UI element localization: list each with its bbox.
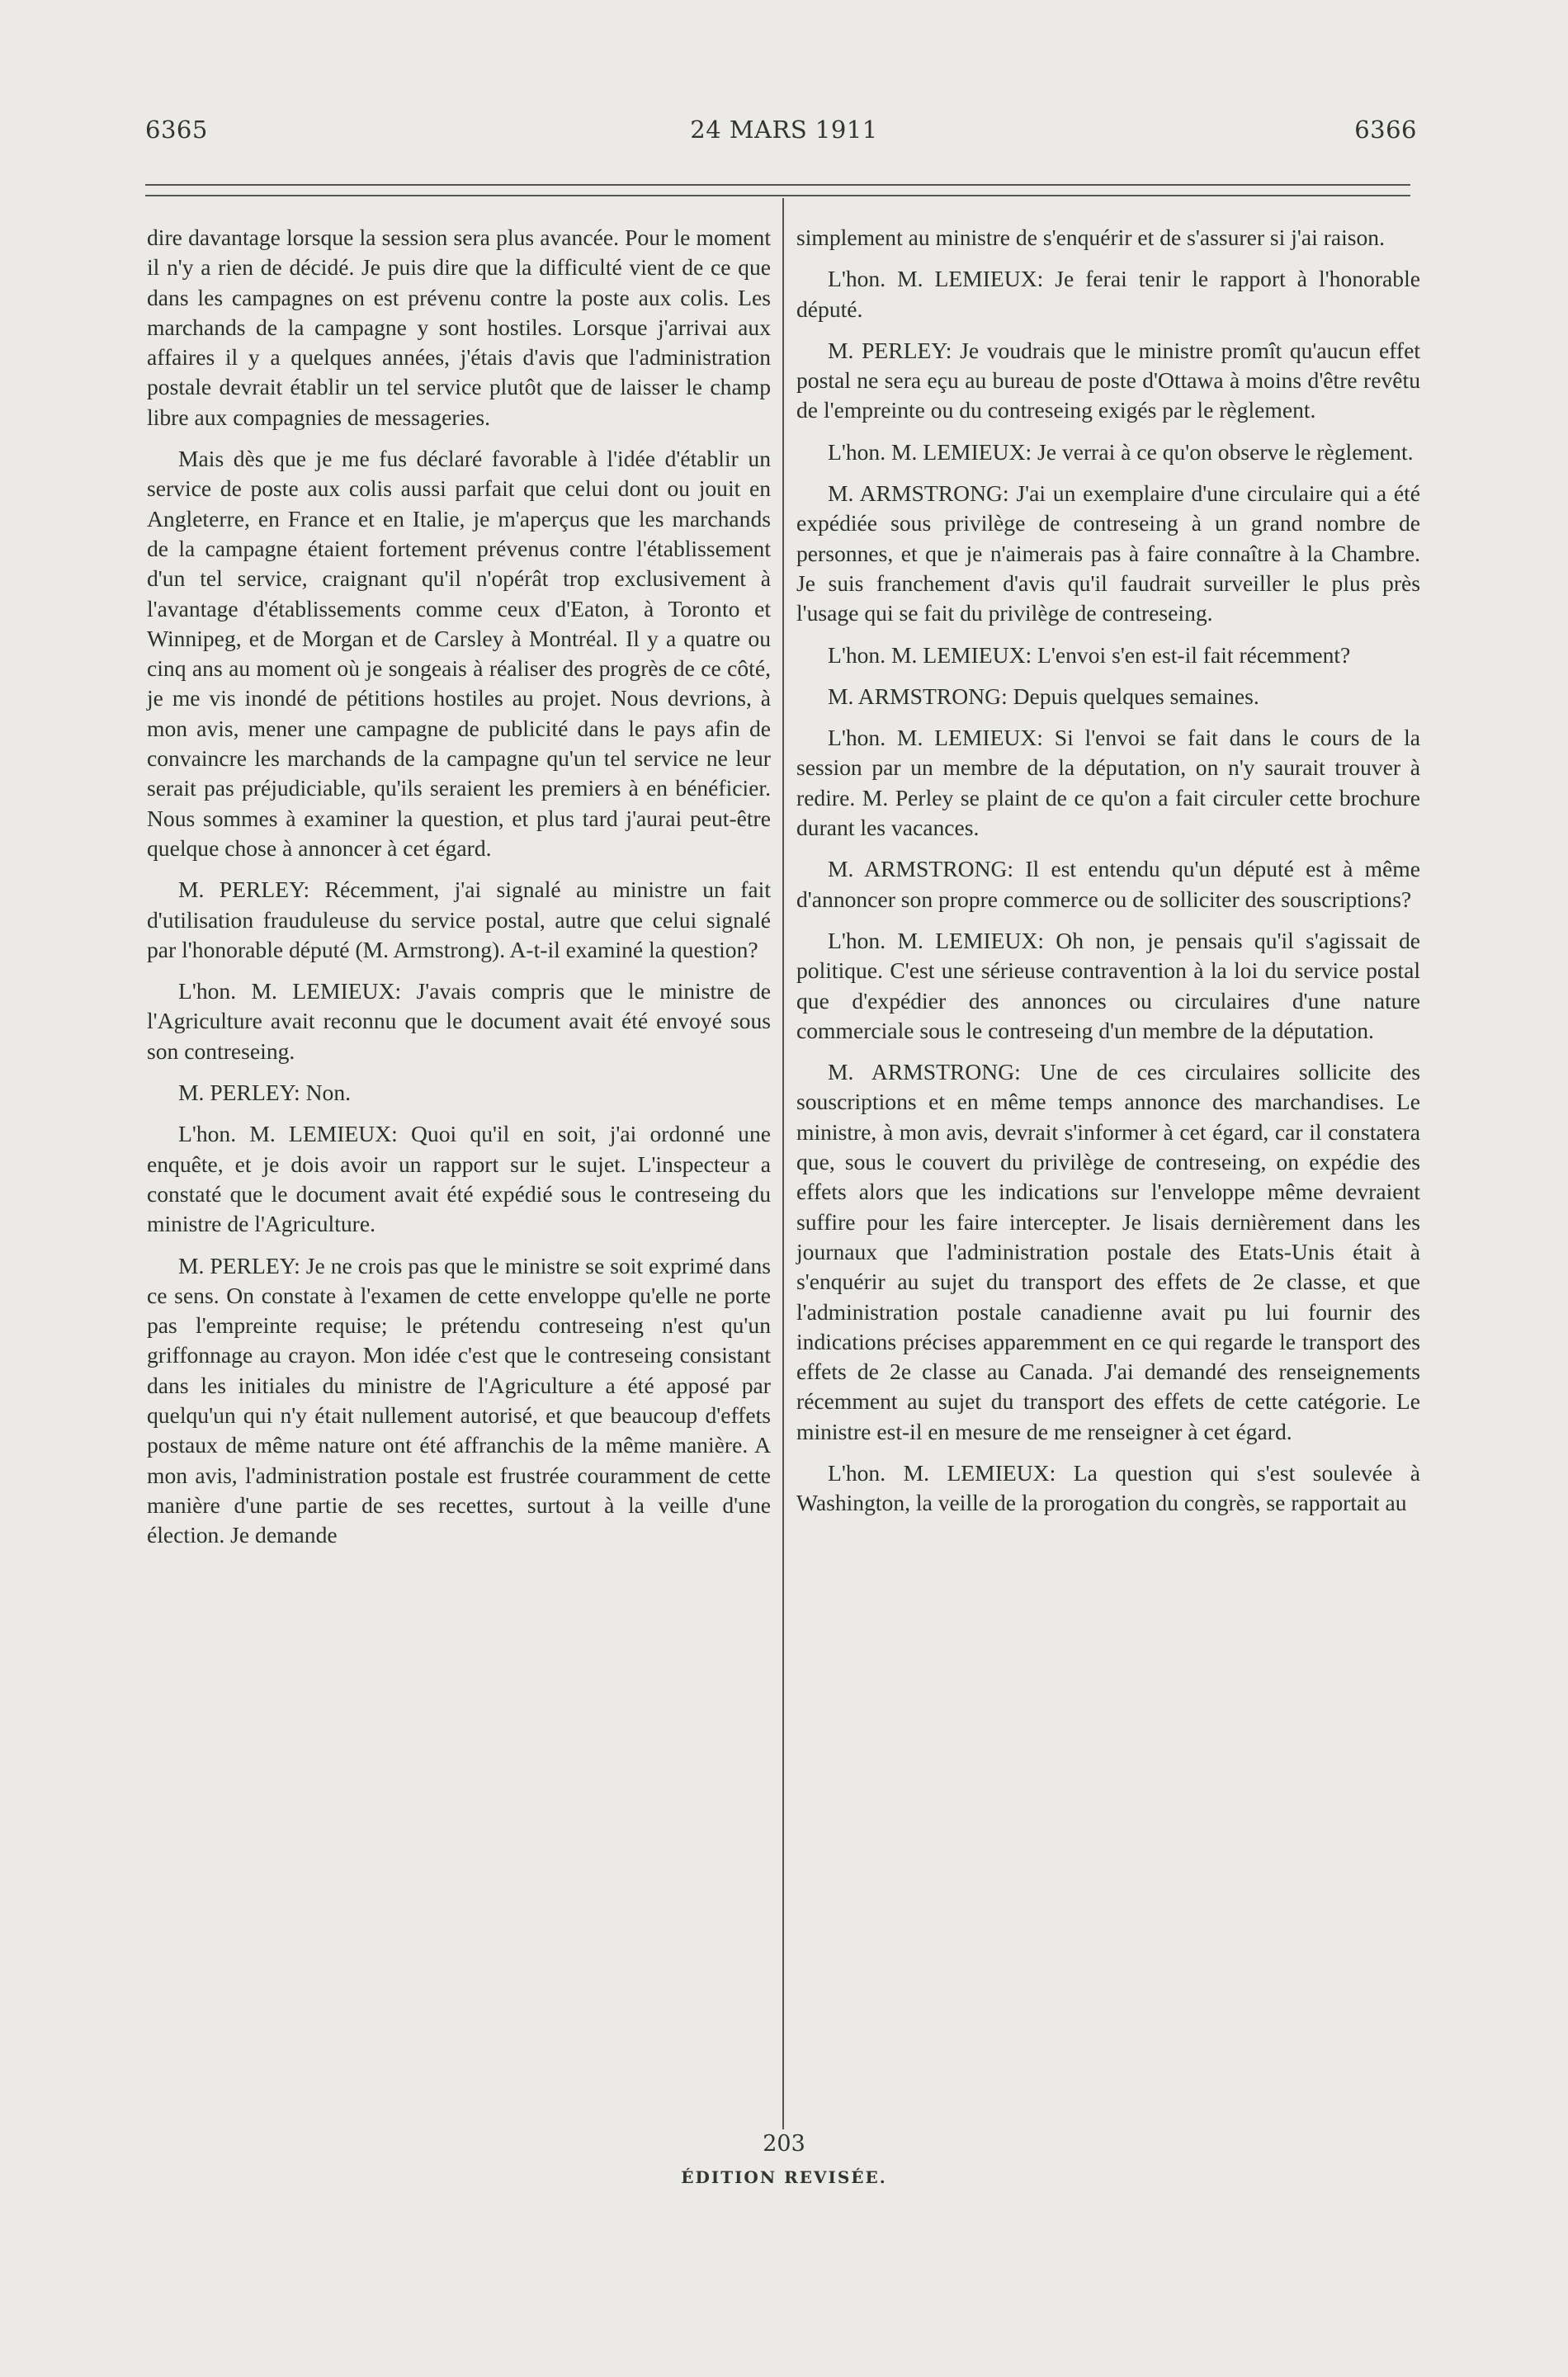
paragraph: L'hon. M. LEMIEUX: Oh non, je pensais qu'il s'agissait de politique. C'est une sérieuse contravention à la loi du service postal que d'expédier des annonces ou circulaires d'une nature commerciale sous le contreseing d'un membre de la députation. [796, 927, 1420, 1043]
paragraph: M. ARMSTRONG: Il est entendu qu'un député est à même d'annoncer son propre commerce ou de solliciter des souscriptions? [796, 856, 1420, 912]
paragraph: M. PERLEY: Récemment, j'ai signalé au ministre un fait d'utilisation frauduleuse du service postal, autre que celui signalé par l'honorable député (M. Armstrong). A-t-il examiné la question? [147, 877, 771, 962]
paragraph: L'hon. M. LEMIEUX: Quoi qu'il en soit, j'ai ordonné une enquête, et je dois avoir un rapport sur le sujet. L'inspecteur a constaté que le document avait été expédié sous le contreseing du ministre de l'Agriculture. [147, 1121, 771, 1237]
paragraph: Mais dès que je me fus déclaré favorable à l'idée d'établir un service de poste aux colis aussi parfait que celui dont ou jouit en Angleterre, en France et en Italie, je m'aperçus que les marchands de la campagne étaient fortement prévenus contre l'établissement d'un tel service, craignant qu'il n'opérât trop exclusivement à l'avantage d'établissements comme ceux d'Eaton, à Toronto et Winnipeg, et de Morgan et de Carsley à Montréal. Il y a quatre ou cinq ans au moment où je songeais à réaliser des progrès de ce côté, je me vis inondé de pétitions hostiles au projet. Nous devrions, à mon avis, mener une campagne de publicité dans le pays afin de convaincre les marchands de la campagne qu'un tel service ne leur serait pas préjudiciable, qu'ils seraient les premiers à en bénéficier. Nous sommes à examiner la question, et plus tard j'aurai peut-être quelque chose à annoncer à cet égard. [147, 446, 771, 861]
header-rule-top [145, 184, 1410, 186]
paragraph: M. ARMSTRONG: Depuis quelques semaines. [828, 683, 1259, 709]
paragraph: L'hon. M. LEMIEUX: Je ferai tenir le rapport à l'honorable député. [796, 266, 1420, 322]
paragraph: M. ARMSTRONG: J'ai un exemplaire d'une circulaire qui a été expédiée sous privilège de contreseing à un grand nombre de personnes, et que je n'aimerais pas à faire connaître à la Chambre. Je suis franchement d'avis qu'il faudrait surveiller le plus près l'usage qui se fait du privilège de contreseing. [796, 480, 1420, 626]
paragraph: L'hon. M. LEMIEUX: La question qui s'est soulevée à Washington, la veille de la prorogation du congrès, se rapportait au [796, 1459, 1420, 1516]
paragraph: M. PERLEY: Non. [178, 1080, 352, 1106]
paragraph: L'hon. M. LEMIEUX: Je verrai à ce qu'on observe le règlement. [828, 438, 1414, 465]
paragraph: L'hon. M. LEMIEUX: J'avais compris que le ministre de l'Agriculture avait reconnu que le document avait été envoyé sous son contreseing. [147, 978, 771, 1064]
page-date: 24 MARS 1911 [690, 116, 878, 144]
left-page-number: 6365 [145, 116, 208, 144]
left-column [147, 223, 771, 1562]
header-rule-bottom [145, 195, 1410, 196]
edition-label: ÉDITION REVISÉE. [681, 2167, 887, 2187]
paragraph: M. ARMSTRONG: Une de ces circulaires sollicite des souscriptions et en même temps annonce des marchandises. Le ministre, à mon avis, devrait s'informer à cet égard, car il constatera que, sous le couvert du privilège de contreseing, on expédie des effets alors que les indications sur l'enveloppe même devraient suffire pour les faire intercepter. Je lisais dernièrement dans les journaux que l'administration postale des Etats-Unis était à s'enquérir au sujet du transport des effets de 2e classe, et que l'administration postale canadienne avait pu lui fournir des indications précises apparemment en ce qui regarde le transport des effets de 2e classe au Canada. J'ai demandé des renseignements récemment au sujet du transport des effets de cette catégorie. Le ministre est-il en mesure de me renseigner à cet égard. [796, 1059, 1420, 1444]
paragraph: L'hon. M. LEMIEUX: Si l'envoi se fait dans le cours de la session par un membre de la députation, on n'y saurait trouver à redire. M. Perley se plaint de ce qu'on a fait circuler cette brochure durant les vacances. [796, 725, 1420, 841]
right-page-number: 6366 [1354, 116, 1417, 144]
right-column [796, 223, 1420, 1530]
paragraph: simplement au ministre de s'enquérir et de s'assurer si j'ai raison. [796, 224, 1386, 250]
paragraph: M. PERLEY: Je ne crois pas que le ministre se soit exprimé dans ce sens. On constate à l'examen de cette enveloppe qu'elle ne porte pas l'empreinte requise; le prétendu contreseing n'est qu'un griffonnage au crayon. Mon idée c'est que le contreseing consistant dans les initiales du ministre de l'Agriculture a été apposé par quelqu'un qui n'y était nullement autorisé, et que beaucoup d'effets postaux de même nature ont été affranchis de la même manière. A mon avis, l'administration postale est frustrée couramment de cette manière d'une partie de ses recettes, surtout à la veille d'une élection. Je demande [147, 1252, 771, 1548]
paragraph: dire davantage lorsque la session sera plus avancée. Pour le moment il n'y a rien de décidé. Je puis dire que la difficulté vient de ce que dans les campagnes on est prévenu contre la poste aux colis. Les marchands de la campagne y sont hostiles. Lorsque j'arrivai aux affaires il y a quelques années, j'étais d'avis que l'administration postale devrait établir un tel service plutôt que de laisser le champ libre aux compagnies de messageries. [147, 224, 771, 430]
column-divider [782, 198, 784, 2129]
footer-page-number: 203 [763, 2131, 805, 2157]
paragraph: M. PERLEY: Je voudrais que le ministre promît qu'aucun effet postal ne sera eçu au bureau de poste d'Ottawa à moins d'être revêtu de l'empreinte ou du contreseing exigés par le règlement. [796, 337, 1420, 423]
paragraph: L'hon. M. LEMIEUX: L'envoi s'en est-il fait récemment? [828, 641, 1351, 668]
